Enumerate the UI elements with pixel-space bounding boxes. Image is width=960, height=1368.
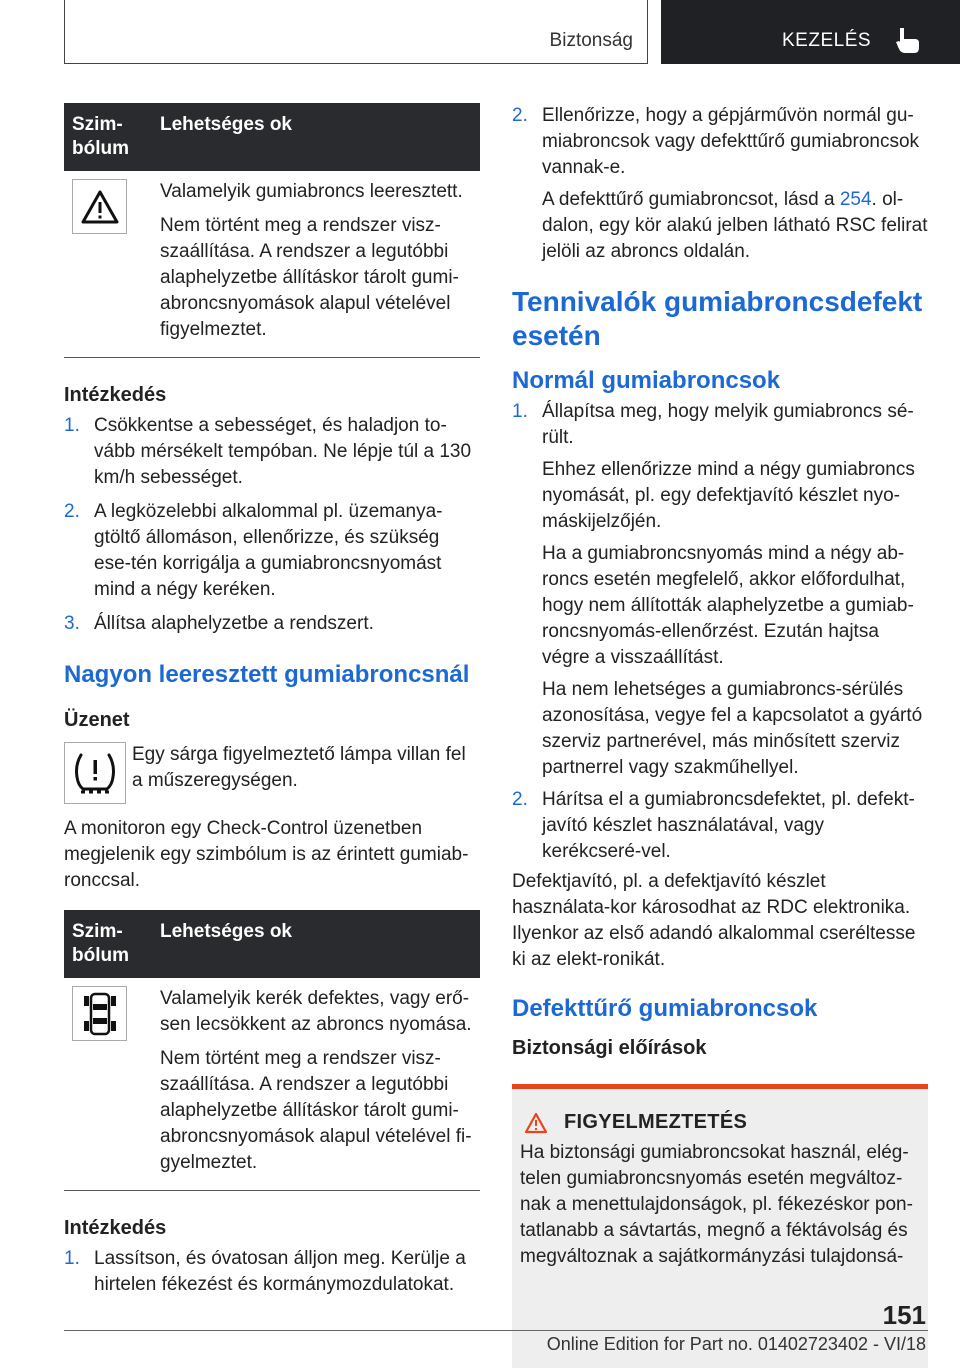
section-title: Biztonság — [549, 30, 633, 51]
step-text: Ha nem lehetséges a gumiabroncs-sérülés azonosítása, vegye fel a kapcsolatot a gyártó szerviz partnerével, más minősített szerviz partnerrel vagy szakműhellyel. — [542, 679, 923, 778]
step-text: Ellenőrizze, hogy a gépjárművön normál gu-miabroncsok vagy defekttűrő gumiabroncsok vannak-e. — [542, 105, 920, 178]
step-text: A defekttűrő gumiabroncsot, lásd a 254. ol-dalon, egy kör alakú jelben látható RSC felirat jelöli az abroncs oldalán. — [542, 189, 928, 262]
table-row — [64, 171, 480, 358]
table-header — [64, 103, 480, 171]
subsection-heading: Defekttűrő gumiabroncsok — [512, 995, 818, 1022]
action-title: Intézkedés — [64, 384, 167, 406]
subsection-heading: Normál gumiabroncsok — [512, 367, 781, 394]
page-number: 151 — [882, 1300, 926, 1330]
warning-box — [512, 1084, 928, 1368]
action-steps — [512, 103, 928, 265]
left-column — [64, 103, 480, 1298]
table-header — [64, 910, 480, 978]
action-title: Intézkedés — [64, 1217, 167, 1239]
cause-text: Valamelyik kerék defektes, vagy erő-sen lecsökkent az abroncs nyomása. — [160, 988, 472, 1035]
message-text: Egy sárga figyelmeztető lámpa villan fel a műszeregységen. — [132, 744, 466, 791]
symbol-header: Szim- bólum — [72, 921, 129, 966]
cause-text: Nem történt meg a rendszer visz-szaállítása. A rendszer a legutóbbi alaphelyzetbe állításkor tárolt gumi-abroncsnyomások alapul vételével fi-gyelmeztet. — [160, 1048, 472, 1173]
monitor-text: A monitoron egy Check-Control üzenetben megjelenik egy szimbólum is az érintett gumiab-ronccsal. — [64, 818, 469, 891]
footer-divider — [64, 1330, 928, 1331]
list-item: 1. Lassítson, és óvatosan álljon meg. Kerülje a hirtelen fékezést és kormánymozdulatokat. — [64, 1248, 466, 1295]
cause-text: Nem történt meg a rendszer visz-szaállítása. A rendszer a legutóbbi alaphelyzetbe állításkor tárolt gumi-abroncsnyomások alapul vételével figyelmeztet. — [160, 215, 459, 340]
list-item: 2. Hárítsa el a gumiabroncsdefektet, pl. defekt-javító készlet használatával, vagy kerékcseré-vel. — [512, 789, 915, 862]
warning-title: FIGYELMEZTETÉS — [564, 1111, 748, 1133]
step-text: Állapítsa meg, hogy melyik gumiabroncs sé-rült. — [542, 401, 914, 448]
warning-text: Ha biztonsági gumiabroncsokat használ, elég-telen gumiabroncsnyomás esetén megváltoz-nak a menettulajdonságok, pl. fékezéskor pon-tatlanabb a sávtartás, megnő a féktávolság és megváltoznak a sajátkormányzási tulajdonsá- — [520, 1142, 913, 1267]
section-heading: Nagyon leeresztett gumiabroncsnál — [64, 661, 470, 688]
warning-triangle-icon — [524, 1112, 548, 1134]
header-section-box — [64, 0, 648, 64]
list-item: 2. A legközelebbi alkalommal pl. üzemanya-gtöltő állomáson, ellenőrizze, és szükség ese-tén korrigálja a gumiabroncsnyomást mind a négy keréken. — [64, 501, 443, 600]
tire-pressure-warning-icon — [64, 742, 126, 804]
cause-header: Lehetséges ok — [160, 114, 292, 135]
step-text: Ehhez ellenőrizze mind a négy gumiabroncs nyomását, pl. egy defektjavító készlet nyo-máskijelzőjén. — [542, 459, 915, 532]
message-title: Üzenet — [64, 709, 130, 731]
list-item: 1. Csökkentse a sebességet, és haladjon to-vább mérsékelt tempóban. Ne lépje túl a 130 km/h sebességet. — [64, 415, 472, 488]
step-text: Ha a gumiabroncsnyomás mind a négy ab-roncs esetén megfelelő, akkor előfordulhat, hogy nem állították alaphelyzetbe a gumiab-roncsnyomás-ellenőrzést. Ezután hajtsa végre a visszaállítást. — [542, 543, 914, 668]
safety-title: Biztonsági előírások — [512, 1037, 707, 1059]
table-row — [64, 978, 480, 1191]
action-steps — [512, 399, 928, 865]
action-steps — [64, 1246, 480, 1298]
cause-text: Valamelyik gumiabroncs leeresztett. — [160, 181, 463, 202]
footer-edition: Online Edition for Part no. 01402723402 - VI/18 — [546, 1334, 926, 1354]
chapter-title: KEZELÉS — [782, 30, 872, 51]
list-item: 1. Állapítsa meg, hogy melyik gumiabroncs sé-rült. Ehhez ellenőrizze mind a négy gumiabroncs nyomását, pl. egy defektjavító készlet nyo-máskijelzőjén. Ha a gumiabroncsnyomás mind a négy ab-roncs esetén megfelelő, akkor előfordulhat, hogy nem állították alaphelyzetbe a gumiab-roncsnyomás-ellenőrzést. Ezután hajtsa végre a visszaállítást. Ha nem lehetséges a gumiabroncs-sérülés azonosítása, vegye fel a kapcsolatot a gyártó szerviz partnerével, más minősített szerviz partnerrel vagy szakműhellyel. — [512, 399, 928, 781]
action-steps — [64, 413, 480, 637]
list-item: 2. Ellenőrizze, hogy a gépjárművön normál gu-miabroncsok vagy defekttűrő gumiabroncsok vannak-e. A defekttűrő gumiabroncsot, lásd a 254. ol-dalon, egy kör alakú jelben látható RSC felirat jelöli az abroncs oldalán. — [512, 103, 928, 265]
list-item: 3. Állítsa alaphelyzetbe a rendszert. — [64, 613, 374, 634]
page-link[interactable]: 254 — [839, 189, 872, 210]
symbol-header: Szim- bólum — [72, 114, 129, 159]
body-text: Defektjavító, pl. a defektjavító készlet használata-kor károsodhat az RDC elektronika. Ilyenkor az első adandó alkalommal cseréltesse ki az elekt-ronikát. — [512, 871, 916, 970]
hand-pointer-icon — [895, 26, 921, 54]
warning-triangle-icon — [72, 179, 127, 234]
cause-header: Lehetséges ok — [160, 921, 292, 942]
section-heading: Tennivalók gumiabroncsdefekt esetén — [512, 286, 923, 351]
header-chapter-box — [661, 0, 960, 64]
right-column — [512, 103, 928, 1060]
car-tire-damage-icon — [72, 986, 127, 1041]
